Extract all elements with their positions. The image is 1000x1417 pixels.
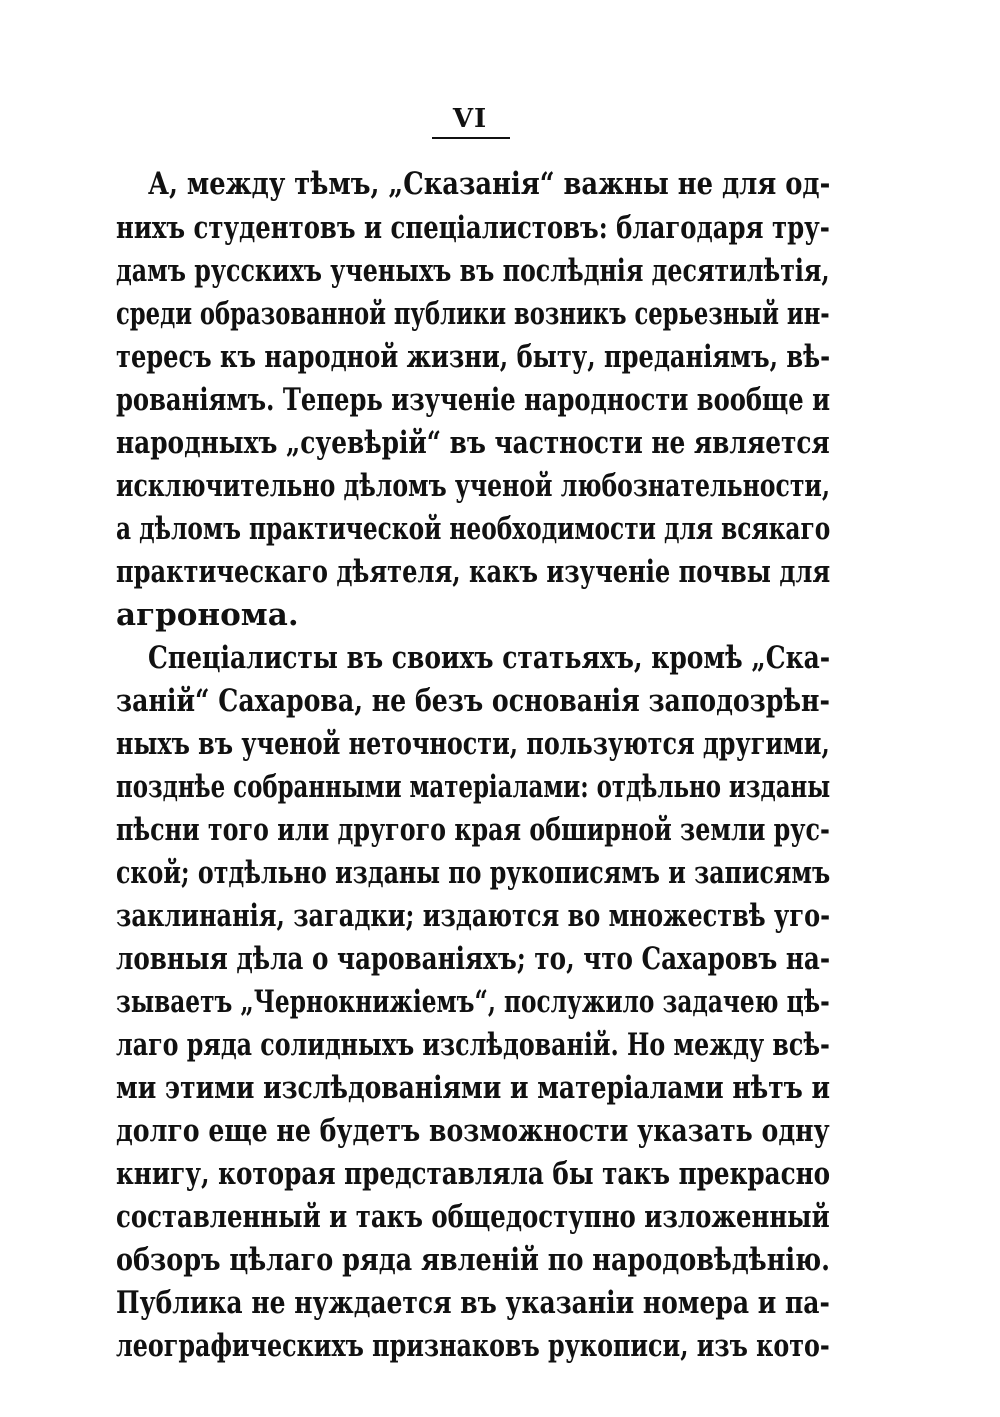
- text-line: лаго ряда солидныхъ изслѣдованій. Но между всѣ-: [116, 1027, 830, 1063]
- text-line: обзоръ цѣлаго ряда явленій по народовѣдѣнію.: [116, 1242, 830, 1278]
- text-line: пѣсни того или другого края обширной земли рус-: [116, 812, 830, 848]
- text-line: исключительно дѣломъ ученой любознательности,: [116, 468, 831, 504]
- text-line: агронома.: [116, 597, 299, 633]
- text-line: ныхъ въ ученой неточности, пользуются другими,: [116, 726, 830, 762]
- text-line: Публика не нуждается въ указаніи номера и па-: [116, 1285, 830, 1321]
- text-line: нихъ студентовъ и спеціалистовъ: благодаря тру-: [116, 210, 830, 246]
- text-line: рованіямъ. Теперь изученіе народности вообще и: [116, 382, 831, 418]
- text-line: долго еще не будетъ возможности указать одну: [116, 1113, 830, 1149]
- text-line: ловныя дѣла о чарованіяхъ; то, что Сахаровъ на-: [116, 941, 831, 977]
- text-line: позднѣе собранными матеріалами: отдѣльно изданы: [116, 769, 831, 805]
- text-line: составленный и такъ общедоступно изложенный: [116, 1199, 830, 1235]
- text-line: зываетъ „Чернокнижіемъ“, послужило задачею цѣ-: [116, 984, 830, 1020]
- text-line: а дѣломъ практической необходимости для всякаго: [116, 511, 831, 547]
- text-line: тересъ къ народной жизни, быту, преданіямъ, вѣ-: [116, 339, 831, 375]
- text-line: Спеціалисты въ своихъ статьяхъ, кромѣ „Ска-: [148, 640, 831, 676]
- text-line: книгу, которая представляла бы такъ прекрасно: [116, 1156, 831, 1192]
- text-line: А, между тѣмъ, „Сказанія“ важны не для од-: [148, 166, 831, 202]
- text-line: ми этими изслѣдованіями и матеріалами нѣтъ и: [116, 1070, 831, 1106]
- text-line: народныхъ „суевѣрій“ въ частности не является: [116, 425, 830, 461]
- text-line: заній“ Сахарова, не безъ основанія заподозрѣн-: [116, 683, 830, 719]
- text-line: дамъ русскихъ ученыхъ въ послѣднія десятилѣтія,: [116, 253, 830, 289]
- text-line: практическаго дѣятеля, какъ изученіе почвы для: [116, 554, 831, 590]
- text-line: заклинанія, загадки; издаются во множествѣ уго-: [116, 898, 831, 934]
- text-line: среди образованной публики возникъ серьезный ин-: [116, 296, 830, 332]
- text-line: ской; отдѣльно изданы по рукописямъ и записямъ: [116, 855, 831, 891]
- page-number: VI: [452, 104, 488, 134]
- text-line: леографическихъ признаковъ рукописи, изъ кото-: [116, 1328, 830, 1364]
- page-number-rule: [432, 137, 510, 139]
